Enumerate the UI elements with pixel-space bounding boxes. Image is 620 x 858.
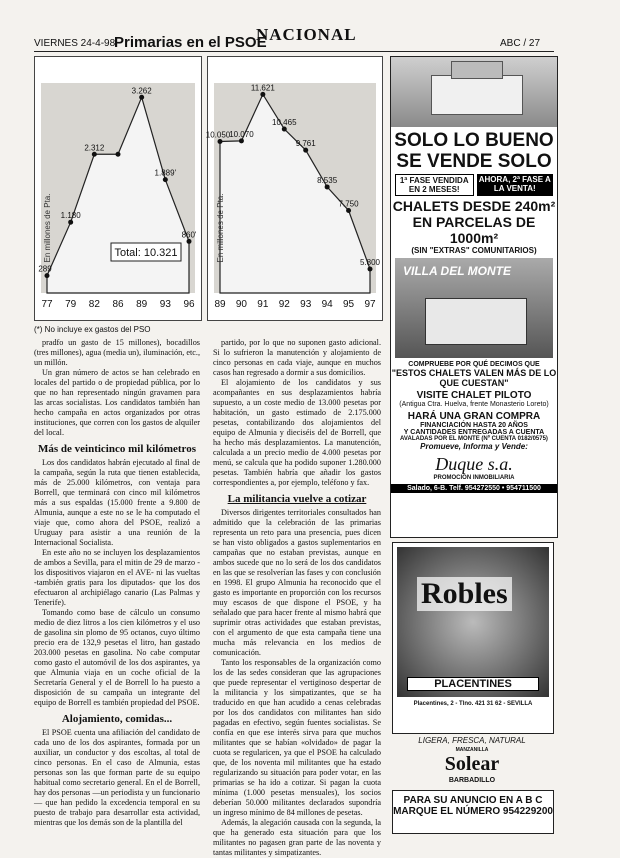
y-axis-label: En millones de Pta. (216, 193, 225, 263)
x-tick-label: 89 (136, 299, 148, 310)
ad-badge-second-phase: AHORA, 2ª FASE A LA VENTA! (477, 174, 554, 196)
y-axis-label: En millones de Pta. (43, 193, 52, 263)
paragraph: Diversos dirigentes territoriales consultados han admitido que la celebración de las primarias representa un reto para una presencia, pues dicen se han visto obligados a gastos suplementarios en campañas que no estaban previstas, aunque en ambos sucede que no lo será de los dos candidatos en las que se resolverían las fases y con conclusión en 1998. El grupo Almunia ha reconocido que el gasto es importante en proporción con los recursos muy escasos de que dispone el PSOE, y ha señalado que para hacer frente al mismo habrá que suprimir otras actividades que estaban previstas, con el argumento de que esta campaña tiene una mucha más relevancia en los medios de comunicación. (213, 508, 381, 657)
paragraph: En este año no se incluyen los desplazamientos de ambos a Sevilla, para el mitin de 29 de marzo -los dispositivos viajaron en el AVE- ni las vueltas -también gratis para los diputados- que los dos efectuaron al archipiélago canario (Las Palmas y Tenerife). (34, 548, 200, 607)
data-label: 860' (181, 230, 197, 240)
subheading: La militancia vuelve a cotizar (227, 493, 367, 505)
data-point (303, 148, 308, 153)
data-point (187, 239, 192, 244)
paragraph: Los dos candidatos habrán ejecutado al final de la campaña, según la ruta que tienen establecida, más de 25.000 kilómetros, con ventaja para Borrell, que terminará con cinco mil kilómetros más a sus espaldas (15.000 frente a 9.800 de Almunia, aunque a este no se le ha computado el viaje que, como ahora del PSOE, realizó a Uruguay para asistir a una reunión de la Internacional Socialista. (34, 458, 200, 547)
x-tick-label: 93 (159, 299, 171, 310)
data-label: 9.761 (295, 139, 316, 149)
x-tick-label: 97 (364, 299, 376, 310)
x-tick-label: 93 (300, 299, 312, 310)
data-point (260, 92, 265, 97)
ad-line-11: FINANCIACIÓN HASTA 20 AÑOS (420, 422, 528, 429)
classified-ad-box (392, 790, 554, 834)
paragraph: Un gran número de actos se han celebrado en locales del partido o de propiedad pública, por lo que no han representado ningún gravamen para las arcas socialistas. Los candidatos también han hecho campaña en actos organizados por otras instituciones, que corren con los gastos de alquiler del local. (34, 368, 200, 437)
ad-headline-1: SOLO LO BUENO (394, 130, 554, 151)
data-label: 10.465 (272, 118, 297, 128)
data-point (45, 273, 50, 278)
ad-line-14: Promueve, Informa y Vende: (420, 442, 528, 451)
restaurant-image (397, 547, 549, 697)
subheading: Más de veinticinco mil kilómetros (37, 443, 197, 455)
data-label: 10.050 (205, 130, 231, 140)
paragraph: Tomando como base de cálculo un consumo medio de diez litros a los cien kilómetros y el uso de gasolina sin plomo de 95 octanos, cuyo último precio era de 132,9 pesetas el litro, han gastado 203.000 pesetas en gasolina. No cabe computar como gasto el automóvil de los dos aspirantes, ya que Almunia viaja en un coche oficial de la Secretaría General y el de Borrell lo ha puesto a disposición de su campaña un integrante del equipo de Borrell es también propiedad del PSOE. (34, 608, 200, 707)
section-name: NACIONAL (256, 25, 357, 44)
page-header (0, 0, 620, 54)
data-label: 11.621 (250, 83, 275, 93)
ad-line-10: HARÁ UNA GRAN COMPRA (407, 411, 541, 422)
page-title: Primarias en el PSOE (114, 34, 267, 51)
ad-line-12: Y CANTIDADES ENTREGADAS A CUENTA (403, 429, 545, 436)
data-point (368, 267, 373, 272)
ad-line-9: (Antigua Ctra. Huelva, frente Monasterio Loreto) (399, 401, 549, 408)
ad-image-top (391, 57, 557, 127)
classified-line-2: MARQUE EL NÚMERO 954229200 (393, 806, 553, 817)
data-label: 5.800 (359, 258, 381, 267)
data-point (68, 220, 73, 225)
ad-line-8: VISITE CHALET PILOTO (416, 390, 532, 401)
sherry-producer: BARBADILLO (448, 777, 496, 784)
paragraph: El PSOE cuenta una afiliación del candidato de cada uno de los dos aspirantes, formada por un auxiliar, un conductor y dos escoltas, al total de cinco personas. En el caso de Almunia, estas personas son las que forman parte de su equipo habitual como secretario general. En el de Borrell, hay dos personas —un periodista y un funcionario— que han pedido la excedencia temporal en su puesto de trabajo para desarrollar esta actividad, mientras que los demás son de la plantilla del (34, 728, 200, 827)
data-label: 1.889' (154, 168, 177, 178)
paragraph: Tanto los responsables de la organización como los de las sedes consideran que las agrupaciones que puede representar el vertiginoso despertar de la militancia y los simpatizantes, que se ha traducido en que han acudido a cenas celebradas por los dos candidatos con militantes han sido pagadas en efectivo, según fuentes socialistas. Se confía en que ese interés sirva para que muchos militantes que se habían «olvidado» de pagar la cuota se regularicen, ya que el PSOE ha calculado que, de los noventa mil militantes que ha estado regularizando su situación para poder votar, en las primarias se ha ido a cotizar. Si pagan la cuota mínima (1.000 pesetas mensuales), los socios deberían 50.000 militantes declarados supondría un ingreso mínimo de 84 millones de pesetas. (213, 658, 381, 817)
page-number: ABC / 27 (500, 38, 541, 49)
villa-logo: VILLA DEL MONTE (403, 264, 511, 278)
data-label: 289 (38, 264, 52, 274)
chart-footnote: (*) No incluye ex gastos del PSO (34, 325, 151, 334)
real-estate-ad (390, 56, 558, 538)
chart-right (207, 56, 383, 321)
ad-headline-3: CHALETS DESDE 240m² (392, 198, 556, 214)
data-point (239, 138, 244, 143)
subheading: Alojamiento, comidas... (61, 713, 173, 725)
ad-headline-5: (SIN "EXTRAS" COMUNITARIOS) (411, 246, 537, 255)
data-point (325, 184, 330, 189)
chart-left-svg (35, 57, 201, 320)
data-point (282, 127, 287, 132)
x-tick-label: 89 (214, 299, 226, 310)
sherry-tagline: LIGERA, FRESCA, NATURAL (418, 736, 526, 745)
ad-badge-first-phase: 1ª FASE VENDIDA EN 2 MESES! (395, 174, 474, 196)
x-tick-label: 79 (65, 299, 77, 310)
restaurant-name: Robles (417, 577, 512, 611)
x-tick-label: 95 (343, 299, 355, 310)
developer-tagline: PROMOCIÓN INMOBILIARIA (433, 475, 515, 481)
paragraph: pradfo un gasto de 15 millones), bocadillos (tres millones), agua (media un), iluminación, etc., un millón. (34, 338, 200, 367)
data-label: 2.312 (84, 143, 105, 153)
x-tick-label: 90 (235, 299, 247, 310)
x-tick-label: 94 (321, 299, 333, 310)
x-tick-label: 86 (112, 299, 124, 310)
data-label: 8.535 (317, 175, 338, 185)
data-label: 7.750 (338, 199, 359, 209)
article-column-1 (34, 338, 200, 838)
data-point (92, 152, 97, 157)
paragraph: El alojamiento de los candidatos y sus acompañantes en sus desplazamientos habría supuesto, a un coste medio de 13.000 pesetas por habitación, un gasto estimado de 2.175.000 pesetas, contabilizando dos alojamientos del equipo de Almunia y dieciséis del de Borrell, que ha hecho más desplazamientos. La manutención, calculada a un precio medio de 4.000 pesetas por menú, se calcula que ha podido suponer 1.280.000 pesetas. También habría que añadir los gastos correspondientes a, por ejemplo, teléfono y fax. (213, 378, 381, 487)
paragraph: Además, la alegación causada con la segunda, la que ha generado esta situación para que los militantes no pagasen gran parte de las noventa y tantas militantes y simpatizantes. (213, 818, 381, 857)
data-point (139, 95, 144, 100)
sherry-brand: Solear (444, 753, 500, 775)
total-label: Total: 10.321 (114, 247, 178, 259)
ad-contact: Salado, 6-B. Telf. 954272550 • 954711500 (391, 484, 557, 493)
issue-date: VIERNES 24-4-98 (34, 38, 116, 49)
data-point (163, 177, 168, 182)
x-tick-label: 92 (278, 299, 290, 310)
data-point (346, 208, 351, 213)
data-point (116, 152, 121, 157)
classified-line-1: PARA SU ANUNCIO EN A B C (403, 795, 543, 806)
ad-image-villa (395, 258, 553, 358)
data-label: 3.262 (131, 86, 152, 96)
ad-headline-2: SE VENDE SOLO (396, 151, 552, 172)
article-column-2 (213, 338, 381, 857)
restaurant-address: Placentines, 2 - Tlno. 421 31 62 - SEVILLA (413, 701, 533, 707)
ad-line-13: AVALADAS POR EL MONTE (Nº CUENTA 0182/0575) (400, 436, 548, 442)
ad-headline-4: EN PARCELAS DE 1000m² (412, 214, 536, 246)
ad-line-6: COMPRUEBE POR QUÉ DECIMOS QUE (408, 361, 540, 368)
x-tick-label: 96 (183, 299, 195, 310)
x-tick-label: 91 (257, 299, 269, 310)
ad-line-7: "ESTOS CHALETS VALEN MÁS DE LO QUE CUESTAN" (391, 368, 557, 388)
developer-logo: Duque s.a. (435, 454, 513, 474)
x-tick-label: 77 (41, 299, 53, 310)
header-rule (34, 51, 554, 52)
restaurant-ad (392, 542, 554, 734)
paragraph: partido, por lo que no suponen gasto adicional. Si lo sufrieron la manutención y alojamiento de cinco personas en cada viaje, aunque en muchos casos han regresado a dormir a sus domicilios. (213, 338, 381, 377)
chart-right-svg (205, 57, 382, 320)
x-tick-label: 82 (88, 299, 100, 310)
data-point (218, 139, 223, 144)
restaurant-subname: PLACENTINES (407, 677, 539, 691)
data-label: 10.070 (229, 129, 254, 139)
data-label: 1.180 (60, 211, 81, 221)
chart-left (34, 56, 202, 321)
sherry-type: MANZANILLA (455, 747, 489, 753)
